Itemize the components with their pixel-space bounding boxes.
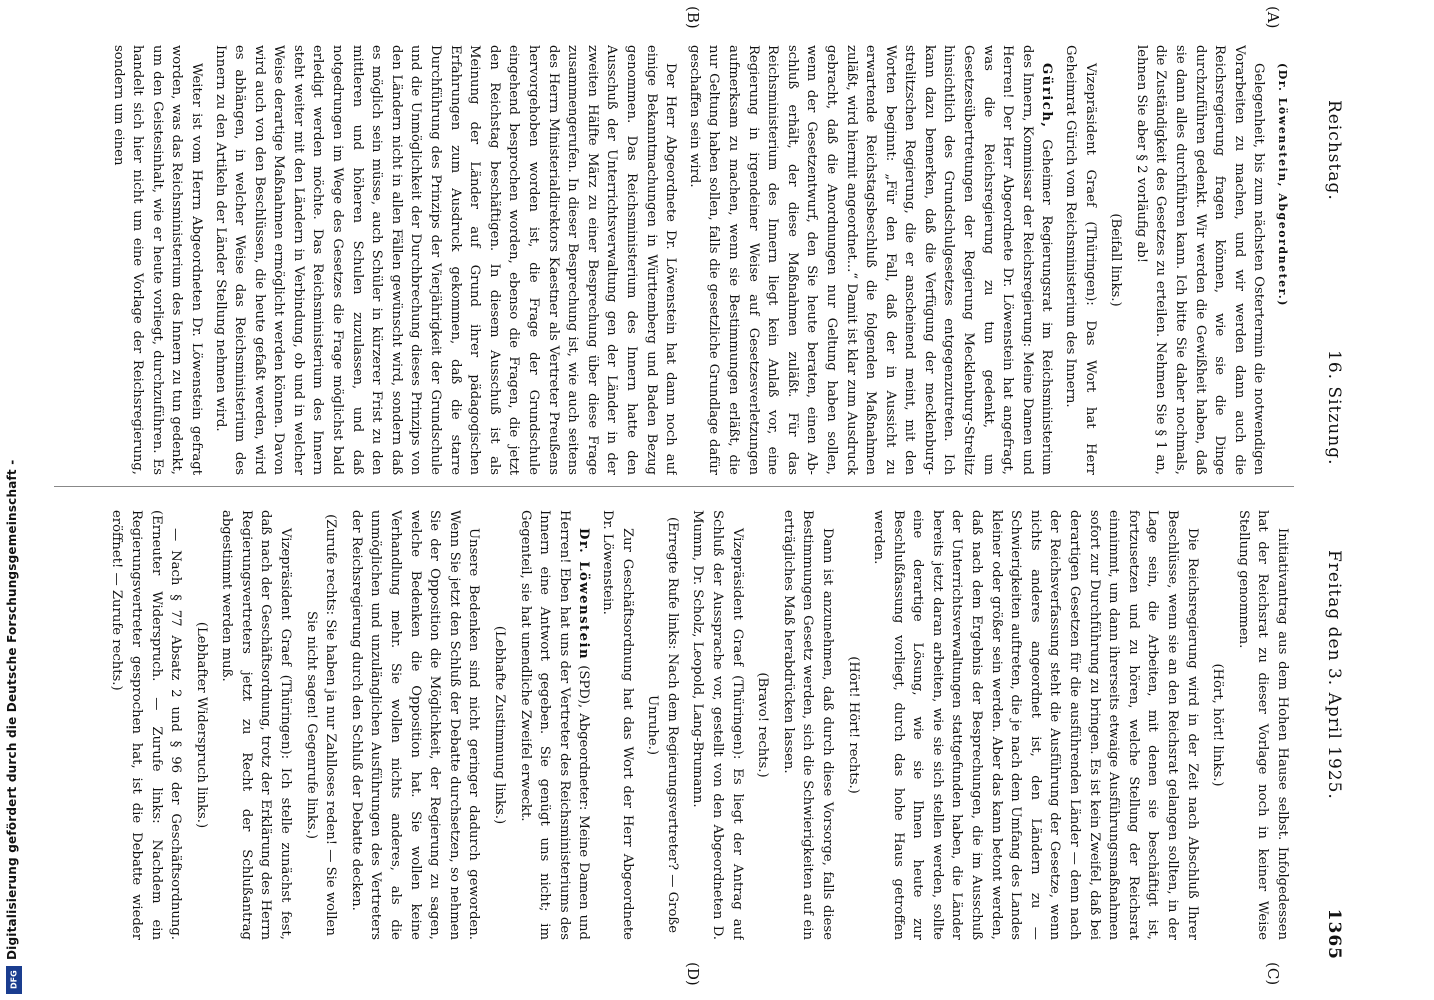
stage-direction: (Erregte Rufe links: Nach dem Regierungsvertreter? — Große Unruhe.) [645, 516, 680, 934]
stage-direction: (Lebhafte Zustimmung links.) [492, 625, 508, 825]
column-divider [54, 486, 1294, 487]
margin-mark-c: (C) [1264, 962, 1282, 986]
funding-note: Digitalisierung gefördert durch die Deutsche Forschungsgemeinschaft - [5, 459, 19, 960]
speaker-name: Gürich, [1039, 63, 1055, 129]
stage-direction: (Hört! Hört! rechts.) [845, 656, 861, 794]
text-paragraph: Gelegenheit, bis zum nächsten Ostertermin die notwendigen Vorarbeiten zu machen, und wir werden dann auch die Reichsregierung fragen können, wie sie die Dinge durchzuführen gedenkt. Wir werden die Gewißheit haben, daß sie dann alles durchführen kann. Ich bitte Sie daher nochmals, die Zuständigkeit des Gesetzes zu erteilen. Nehmen Sie § 1 an, lehnen Sie aber § 2 vorläufig ab! [1133, 45, 1267, 475]
header-date: Freitag den 3. April 1925. [1324, 550, 1344, 800]
text-paragraph: — Nach § 77 Absatz 2 und § 96 der Geschäftsordnung. (Erneuter Widerspruch. — Zurufe links: Nachdem ein Regierungsvertreter gesprochen hat, ist die Debatte wieder eröffnet! — Zurufe rechts.) [109, 510, 184, 940]
text-paragraph: Die Reichsregierung wird in der Zeit nach Abschluß Ihrer Beschlüsse, wenn sie an den Reichsrat gelangen sollten, in der Lage sein, die Arbeiten, mit denen sie beschäftigt ist, fortzusetzen und zu hören, welche Stellung der Reichsrat einnimmt, um dann ihrerseits etwaige Ausführungsmaßnahmen sofort zur Durchführung zu bringen. Es ist kein Zweifel, daß bei derartigen Gesetzen für die ausführenden Länder — denn nach der Reichsverfassung steht die Ausführung der Gesetze, wenn nichts anderes angeordnet ist, den Ländern zu — Schwierigkeiten auftreten, die je nach dem Umfang des Landes kleiner oder größer sein werden. Aber das kann betont werden, daß nach dem Ergebnis der Besprechungen, die im Ausschuß der Unterrichtsverwaltungen stattgefunden haben, die Länder bereits jetzt daran arbeiten, wie sie sich stellen werden, sollte eine derartige Lösung, wie sie Ihnen heute zur Beschlußfassung vorliegt, durch das hohe Haus getroffen werden. [871, 510, 1200, 940]
text-paragraph: Unsere Bedenken sind nicht geringer dadurch geworden. Wenn Sie jetzt den Schluß der Debatte durchsetzen, so nehmen Sie der Opposition die Möglichkeit, der Regierung zu sagen, welche Bedenken die Opposition hat. Sie wollen keine Verhandlung mehr. Sie wollen nichts anderes, als die unmöglichen und unzulänglichen Ausführungen des Vertreters der Reichsregierung durch den Schluß der Debatte decken. [348, 510, 482, 940]
speech-text: Geheimer Regierungsrat im Reichsministerium des Innern, Kommissar der Reichsregierung: Meine Damen und Herren! Der Herr Abgeordnete Dr. Löwenstein hat angefragt, was die Reichsregierung zu tun gedenkt, um Gesetzesübertretungen der Regierung Mecklenburg-Strelitz hinsichtlich des Grundschulgesetzes entgegenzutreten. Ich kann dazu bemerken, daß die Verfügung der mecklenburg-strelitzschen Regierung, die er anscheinend meint, mit den Worten beginnt: „Für den Fall, daß der in Aussicht zu erwartende Reichstagsbeschluß die folgenden Maßnahmen zuläßt, wird hiermit angeordnet...“ Damit ist klar zum Ausdruck gebracht, daß die Anordnungen nur Geltung haben sollen, wenn der Gesetzentwurf, den Sie heute beraten, einen Abschluß erhält, der diese Maßnahmen zuläßt. Für das Reichsministerium des Innern liegt kein Anlaß vor, eine Regierung in irgendeiner Weise auf Gesetzesverletzungen aufmerksam zu machen, wenn sie Bestimmungen erläßt, die nur Geltung haben sollen, falls die gesetzliche Grundlage dafür geschaffen sein wird. [686, 45, 1055, 475]
text-paragraph: Vizepräsident Graef (Thüringen): Ich stelle zunächst fest, daß nach der Geschäftsordnung, trotz der Erklärung des Herrn Regierungsvertreters jetzt zu Recht der Schlußantrag abgestimmt werden muß. [219, 510, 294, 940]
text-paragraph: Der Herr Abgeordnete Dr. Löwenstein hat dann noch auf einige Bekanntmachungen in Württemberg und Baden Bezug genommen. Das Reichsministerium des Innern hatte den Ausschuß der Unterrichtsverwaltung gen der Länder in der zweiten Hälfte März zu einer Besprechung über diese Frage zusammengerufen. In dieser Besprechung ist, wie auch seitens des Herrn Ministerialdirektors Kaestner als Vertreter Preußens hervorgehoben worden ist, die Frage der Grundschule eingehend besprochen worden, ebenso die Fragen, die jetzt den Reichstag beschäftigen. In diesem Ausschuß ist als Meinung der Länder auf Grund ihrer pädagogischen Erfahrungen zum Ausdruck gekommen, daß die starre Durchführung des Prinzips der Vierjährigkeit der Grundschule und die Unmöglichkeit der Durchbrechung dieses Prinzips von den Ländern nicht in allen Fällen gewünscht wird, sondern daß es möglich sein müsse, auch Schüler in kürzerer Frist zu den mittleren und höheren Schulen zuzulassen, und daß notgedrungen im Wege des Gesetzes die Frage möglichst bald erledigt werden möchte. Das Reichsministerium des Innern steht weiter mit den Ländern in Verbindung, ob und in welcher Weise derartige Maßnahmen ermöglicht werden können. Davon wird auch von den Beschlüssen, die heute gefaßt werden, wird es abhängen, in welcher Weise das Reichsministerium des Innern zu den Artikeln der Länder Stellung nehmen wird. [212, 45, 679, 475]
text-paragraph: Vizepräsident Graef (Thüringen): Es liegt der Antrag auf Schluß der Aussprache vor, gestellt von den Abgeordneten D. Mumm, Dr. Scholz, Leopold, Lang-Brumann. [690, 510, 745, 940]
stage-direction: (Zurufe rechts: Sie haben ja nur Zahlloses reden! — Sie wollen Sie nicht sagen! Gegenrufe links.) [303, 514, 339, 936]
page-header [1318, 40, 1344, 960]
text-paragraph: Dann ist anzunehmen, daß durch diese Vorsorge, falls diese Bestimmungen Gesetz werden, sich die Schwierigkeiten auf ein erträgliches Maß herabdrücken lassen. [780, 510, 835, 940]
speaker-name: (Dr. Löwenstein, Abgeordneter.) [1276, 63, 1289, 307]
text-paragraph: Zur Geschäftsordnung hat das Wort der Herr Abgeordnete Dr. Löwenstein. [600, 510, 635, 940]
speech-paragraph [684, 45, 1056, 475]
speech-paragraph [515, 510, 593, 940]
margin-mark-a: (A) [1264, 6, 1282, 29]
speech-paragraph [1272, 45, 1292, 475]
speech-text: (SPD), Abgeordneter: Meine Damen und Herren! Eben hat uns der Vertreter des Reichsministeriums des Innern eine Antwort gegeben. Sie genügt uns nicht; im Gegenteil, sie hat unendliche Zweifel erweckt. [517, 510, 592, 940]
stage-direction: (Bravo! rechts.) [755, 672, 771, 778]
text-paragraph: Initiativantrag aus dem Hohen Hause selbst. Infolgedessen hat der Reichsrat zu dieser Vorlage noch in keiner Weise Stellung genommen. [1235, 510, 1290, 940]
stage-direction: (Beifall links.) [1108, 213, 1124, 307]
margin-mark-d: (D) [684, 962, 702, 986]
footer-strip [2, 0, 24, 1000]
page-number: 1365 [1324, 908, 1344, 960]
right-column [52, 510, 1292, 940]
text-paragraph: Weiter ist vom Herrn Abgeordneten Dr. Löwenstein gefragt worden, was das Reichsministerium des Innern zu tun gedenkt, um den Geistesinhalt, wie er heute vorliegt, durchzuführen. Es handelt sich hier nicht um eine Vorlage der Reichsregierung, sondern um einen [110, 45, 204, 475]
speaker-name: Dr. Löwenstein [576, 528, 592, 661]
left-column [52, 45, 1292, 475]
document-page [2, 0, 1352, 1000]
stage-direction: (Lebhafter Widerspruch links.) [193, 621, 209, 829]
text-paragraph: Vizepräsident Graef (Thüringen): Das Wort hat Herr Geheimrat Gürich vom Reichsministerium des Innern. [1063, 45, 1098, 475]
stage-direction: (Hört, hört! links.) [1210, 663, 1226, 787]
margin-mark-b: (B) [684, 6, 702, 29]
header-session: 16. Sitzung. [1324, 350, 1344, 466]
header-left: Reichstag. [1324, 100, 1344, 201]
dfg-logo-icon: DFG [6, 966, 22, 994]
